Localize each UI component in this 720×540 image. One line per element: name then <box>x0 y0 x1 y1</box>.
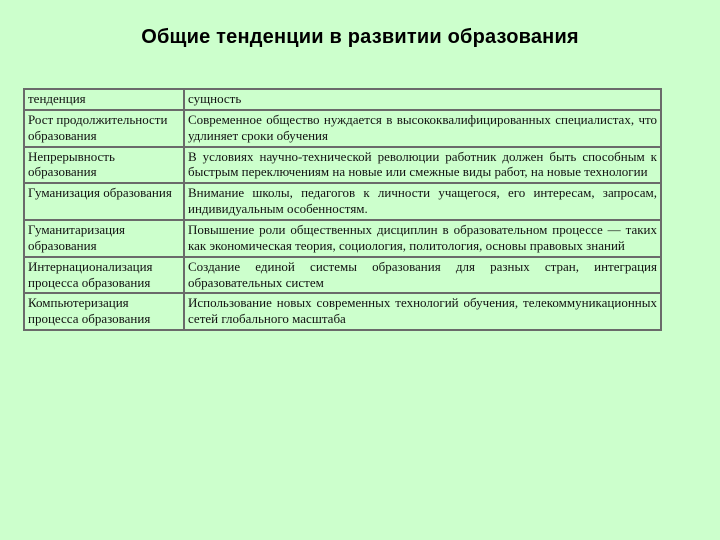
essence-cell: Внимание школы, педагогов к личности учащегося, его интересам, запросам, индивидуальным особенностям. <box>184 183 661 220</box>
table-row <box>24 220 661 257</box>
essence-cell: Повышение роли общественных дисциплин в образовательном процессе — таких как экономическая теория, социология, политология, основы правовых знаний <box>184 220 661 257</box>
header-cell-essence: сущность <box>184 89 661 110</box>
trend-cell: Интернационализация процесса образования <box>24 257 184 294</box>
essence-cell: Создание единой системы образования для разных стран, интеграция образовательных систем <box>184 257 661 294</box>
table-header-row <box>24 89 661 110</box>
trends-table <box>23 88 662 331</box>
trend-cell: Рост продолжительности образования <box>24 110 184 147</box>
table-row <box>24 183 661 220</box>
table-row <box>24 293 661 330</box>
trend-cell: Гуманитаризация образования <box>24 220 184 257</box>
trends-table-container <box>23 88 662 331</box>
essence-cell: Современное общество нуждается в высококвалифицированных специалистах, что удлиняет сроки обучения <box>184 110 661 147</box>
table-row <box>24 110 661 147</box>
essence-cell: Использование новых современных технологий обучения, телекоммуникационных сетей глобального масштаба <box>184 293 661 330</box>
header-cell-trend: тенденция <box>24 89 184 110</box>
table-row <box>24 257 661 294</box>
essence-cell: В условиях научно-технической революции работник должен быть способным к быстрым переключениям на новые или смежные виды работ, на новые технологии <box>184 147 661 184</box>
table-row <box>24 147 661 184</box>
trend-cell: Непрерывность образования <box>24 147 184 184</box>
trend-cell: Компьютеризация процесса образования <box>24 293 184 330</box>
page-title: Общие тенденции в развитии образования <box>141 26 579 48</box>
trend-cell: Гуманизация образования <box>24 183 184 220</box>
